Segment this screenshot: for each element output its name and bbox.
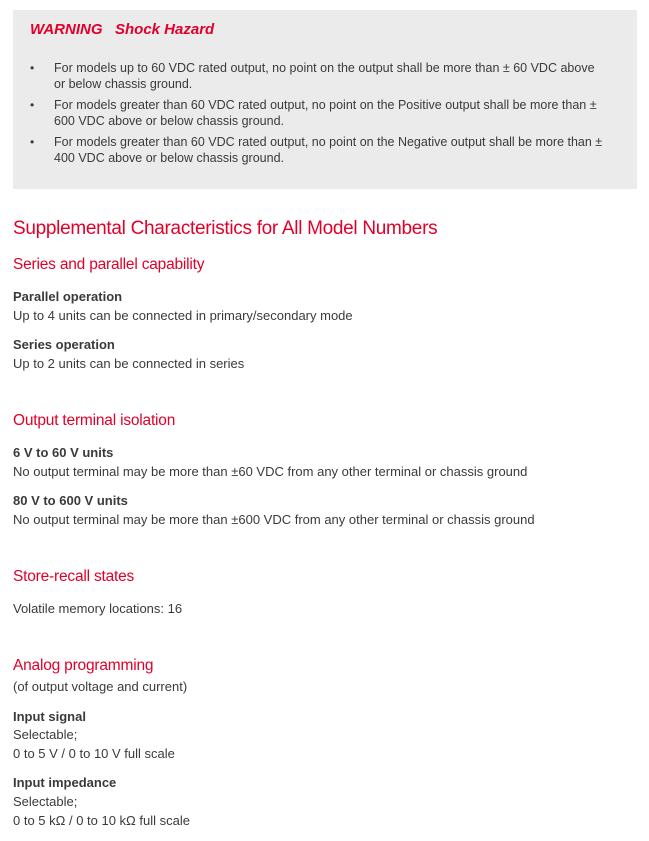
text-low-voltage-units: No output terminal may be more than ±60 VDC from any other terminal or chassis ground — [13, 464, 528, 479]
warning-item-text: For models greater than 60 VDC rated output, no point on the Positive output shall be more than ± 600 VDC above or below chassis ground. — [54, 98, 597, 128]
label-parallel-operation: Parallel operation — [13, 289, 123, 304]
text-store-recall: Volatile memory locations: 16 — [13, 601, 183, 616]
text-input-signal-line2: 0 to 5 V / 0 to 10 V full scale — [13, 746, 175, 761]
bullet-icon: • — [30, 61, 35, 75]
warning-list — [30, 60, 604, 171]
bullet-icon: • — [30, 135, 35, 149]
text-input-signal-line1: Selectable; — [13, 727, 78, 742]
label-high-voltage-units: 80 V to 600 V units — [13, 493, 128, 508]
label-input-impedance: Input impedance — [13, 775, 117, 790]
warning-title: WARNING Shock Hazard — [30, 21, 215, 38]
text-series-operation: Up to 2 units can be connected in series — [13, 356, 245, 371]
list-item — [30, 134, 604, 166]
section-heading-supplemental: Supplemental Characteristics for All Model Numbers — [13, 218, 438, 239]
text-input-impedance-line2: 0 to 5 kΩ / 0 to 10 kΩ full scale — [13, 813, 190, 828]
label-input-signal: Input signal — [13, 709, 86, 724]
warning-item-text: For models up to 60 VDC rated output, no point on the output shall be more than ± 60 VDC above or below chassis ground. — [54, 61, 595, 91]
text-high-voltage-units: No output terminal may be more than ±600 VDC from any other terminal or chassis ground — [13, 512, 535, 527]
warning-item-text: For models greater than 60 VDC rated output, no point on the Negative output shall be more than ± 400 VDC above or below chassis ground. — [54, 135, 603, 165]
text-input-impedance-line1: Selectable; — [13, 794, 78, 809]
text-parallel-operation: Up to 4 units can be connected in primary/secondary mode — [13, 308, 353, 323]
list-item — [30, 60, 604, 92]
heading-store-recall: Store-recall states — [13, 568, 135, 585]
bullet-icon: • — [30, 98, 35, 112]
list-item — [30, 97, 604, 129]
label-series-operation: Series operation — [13, 337, 115, 352]
label-low-voltage-units: 6 V to 60 V units — [13, 445, 114, 460]
heading-output-isolation: Output terminal isolation — [13, 412, 176, 429]
heading-series-parallel: Series and parallel capability — [13, 256, 205, 273]
text-analog-subheading: (of output voltage and current) — [13, 679, 188, 694]
heading-analog-programming: Analog programming — [13, 657, 154, 674]
